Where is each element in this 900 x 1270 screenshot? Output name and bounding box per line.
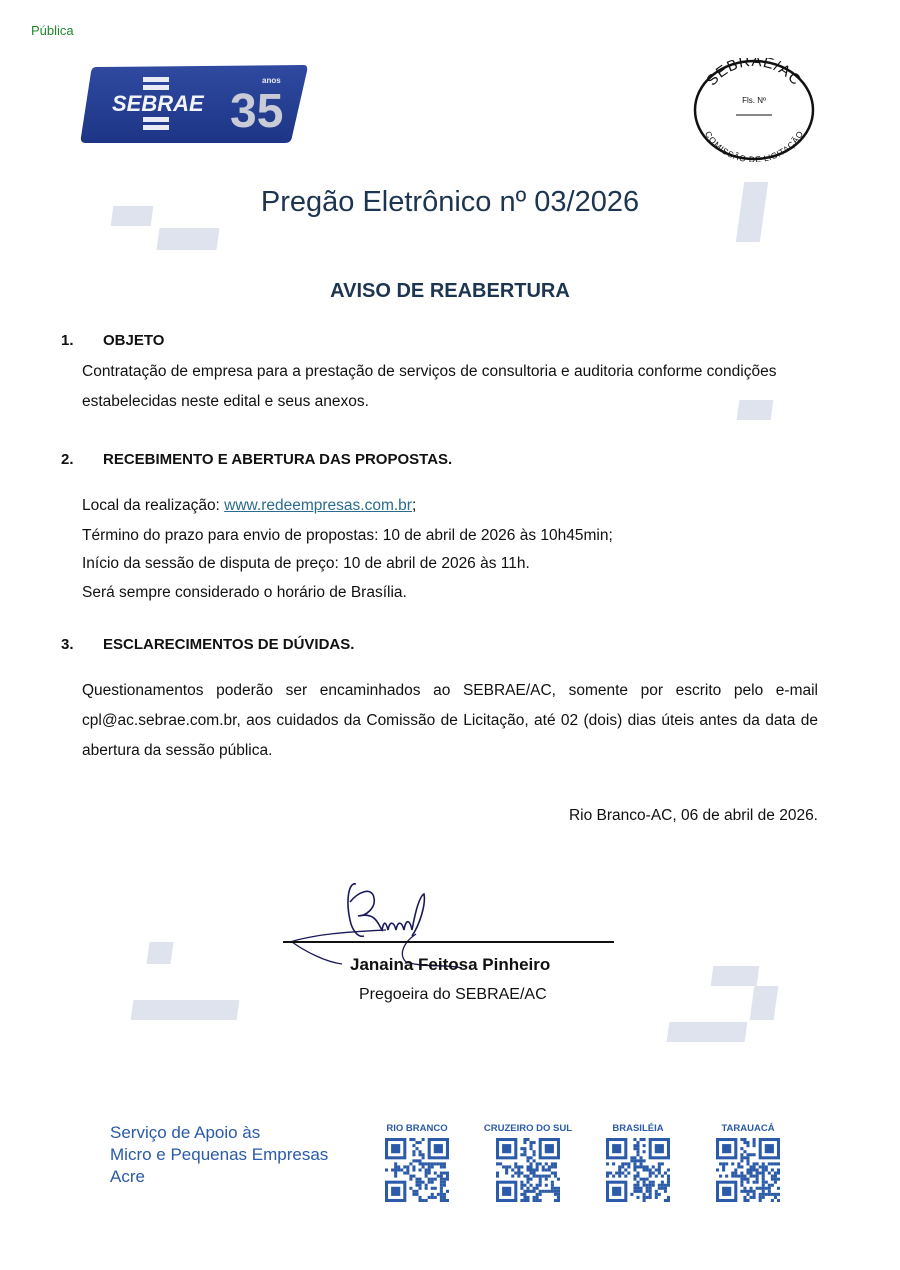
section-title: OBJETO [103,332,165,349]
section-duvidas-text: Questionamentos poderão ser encaminhados ao SEBRAE/AC, somente por escrito pelo e-mail cpl@ac.sebrae.com.br, aos cuidados da Comissão de Licitação, até 02 (dois) dias úteis antes da data de abertura da sessão pública. [82,682,818,759]
qr-label: RIO BRANCO [386,1123,448,1134]
qr-label: TARAUACÁ [721,1123,775,1134]
local-suffix: ; [411,497,417,514]
signer-role: Pregoeira do SEBRAE/AC [359,986,547,1003]
qr-cruzeiro-do-sul[interactable] [483,1123,573,1207]
footer-org-line: Serviço de Apoio às [110,1123,261,1142]
local-label: Local da realização: [82,497,225,514]
logo-anniversary-word: anos [262,76,281,85]
stamp-top-text: SEBRAE/AC [703,58,805,90]
watermark-shape [146,942,173,964]
svg-text:COMISSÃO DE LICITAÇÃO [703,129,805,162]
logo-anniversary-number: 35 [230,85,284,138]
qr-rio-branco[interactable] [372,1123,462,1207]
date-line: Rio Branco-AC, 06 de abril de 2026. [568,807,818,824]
qr-tarauaca[interactable] [703,1123,793,1207]
section-number: 1. [61,332,74,349]
section-title: ESCLARECIMENTOS DE DÚVIDAS. [103,636,355,653]
local-link[interactable]: www.redeempresas.com.br [224,497,412,514]
deadline-line: Término do prazo para envio de propostas: 10 de abril de 2026 às 10h45min; [82,527,613,544]
logo-brand-text: SEBRAE [112,91,204,116]
watermark-shape [667,1022,748,1042]
watermark-shape [156,228,219,250]
section-title: RECEBIMENTO E ABERTURA DAS PROPOSTAS. [103,451,453,468]
qr-label: CRUZEIRO DO SUL [483,1123,573,1134]
qr-code-icon [716,1138,780,1202]
stamp-center-text: Fls. Nº [742,96,766,105]
qr-code-icon [496,1138,560,1202]
watermark-shape [131,1000,240,1020]
section-number: 3. [61,636,74,653]
section-number: 2. [61,451,74,468]
stamp-bottom-text: COMISSÃO DE LICITAÇÃO [702,129,806,162]
watermark-shape [750,986,779,1020]
session-start-line: Início da sessão de disputa de preço: 10 de abril de 2026 às 11h. [82,555,530,572]
page-subtitle: AVISO DE REABERTURA [330,280,570,302]
watermark-shape [711,966,760,986]
timezone-line: Será sempre considerado o horário de Brasília. [82,584,407,601]
qr-code-icon [385,1138,449,1202]
signature-line [283,941,614,943]
footer-org-line: Acre [110,1167,145,1186]
classification-label: Pública [31,23,74,38]
qr-brasileia[interactable] [593,1123,683,1207]
local-line [82,491,416,521]
footer-organization [110,1122,328,1188]
qr-label: BRASILÉIA [612,1123,664,1134]
footer-org-line: Micro e Pequenas Empresas [110,1145,329,1164]
qr-code-icon [606,1138,670,1202]
commission-stamp [692,58,816,162]
section-objeto-text: Contratação de empresa para a prestação de serviços de consultoria e auditoria conforme condições estabelecidas neste edital e seus anexos. [82,363,777,410]
signer-name: Janaina Feitosa Pinheiro [350,955,551,974]
svg-text:SEBRAE/AC [703,58,805,89]
sebrae-35-anos-logo [80,63,308,145]
page-title: Pregão Eletrônico nº 03/2026 [260,186,640,218]
